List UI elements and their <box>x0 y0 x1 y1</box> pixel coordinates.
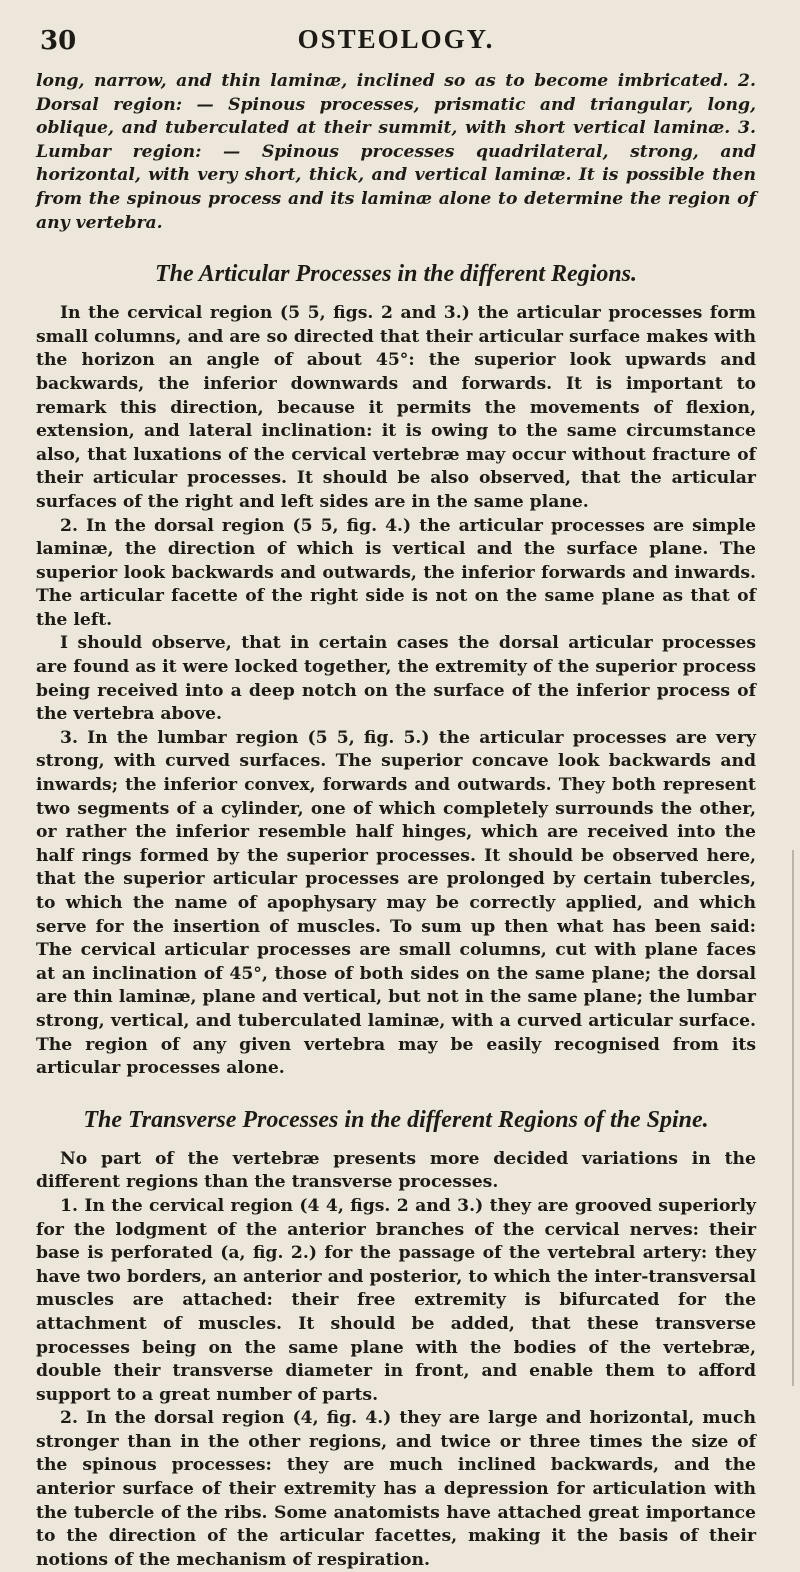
paragraph-cervical-transverse: 1. In the cervical region (4 4, figs. 2 and 3.) they are grooved superiorly for the lodgment of the anterior branches of the cervical nerves: their base is perforated (a, fig. 2.) for the passage of the vertebral artery: they have two borders, an anterior and posterior, to which the inter-transversal muscles are attached: their free extremity is bifurcated for the attachment of muscles. It should be added, that these transverse processes being on the same plane with the bodies of the vertebræ, double their transverse diameter in front, and enable them to afford support to a great number of parts. <box>36 1195 756 1405</box>
page-number: 30 <box>40 26 77 56</box>
running-title: OSTEOLOGY. <box>297 24 495 54</box>
paragraph-transverse-intro: No part of the vertebræ presents more decided variations in the different regions than the transverse processes. <box>36 1148 756 1193</box>
heading-transverse-processes: The Transverse Processes in the different Regions of the Spine. <box>83 1106 709 1133</box>
paragraph-dorsal-articular: 2. In the dorsal region (5 5, fig. 4.) the articular processes are simple laminæ, the direction of which is vertical and the surface plane. The superior look backwards and outwards, the inferior forwards and inwards. The articular facette of the right side is not on the same plane as that of the left. <box>36 515 756 630</box>
page-edge-shadow <box>792 850 794 1386</box>
paragraph-lumbar-articular: 3. In the lumbar region (5 5, fig. 5.) the articular processes are very strong, with curved surfaces. The superior concave look backwards and inwards; the inferior convex, forwards and outwards. They both represent two segments of a cylinder, one of which completely surrounds the other, or rather the inferior resemble half hinges, which are received into the half rings formed by the superior processes. It should be observed here, that the superior articular processes are prolonged by certain tubercles, to which the name of apophysary may be correctly applied, and which serve for the insertion of muscles. To sum up then what has been said: The cervical articular processes are small columns, cut with plane faces at an inclination of 45°, those of both sides on the same plane; the dorsal are thin laminæ, plane and vertical, but not in the same plane; the lumbar strong, vertical, and tuberculated laminæ, with a curved articular surface. The region of any given vertebra may be easily recognised from its articular processes alone. <box>36 727 756 1079</box>
paragraph-dorsal-transverse: 2. In the dorsal region (4, fig. 4.) they are large and horizontal, much stronger than in the other regions, and twice or three times the size of the spinous processes: they are much inclined backwards, and the anterior surface of their extremity has a depression for articulation with the tubercle of the ribs. Some anatomists have attached great importance to the direction of the articular facettes, making it the basis of their notions of the mechanism of respiration. <box>36 1408 756 1570</box>
paragraph-cervical-articular: In the cervical region (5 5, figs. 2 and 3.) the articular processes form small columns, and are so directed that their articular surface makes with the horizon an angle of about 45°: the superior look upwards and backwards, the inferior downwards and forwards. It is important to remark this direction, because it permits the movements of flexion, extension, and lateral inclination: it is owing to the same circumstance also, that luxations of the cervical vertebræ may occur without fracture of their articular processes. It should be also observed, that the articular surfaces of the right and left sides are in the same plane. <box>36 303 756 512</box>
paragraph-spinous-summary: long, narrow, and thin laminæ, inclined so as to become imbricated. 2. Dorsal region: — Spinous processes, prismatic and triangular, long, oblique, and tuberculated at their summit, with short vertical laminæ. 3. Lumbar region: — Spinous processes quadrilateral, strong, and horizontal, with very short, thick, and vertical laminæ. It is possible then from the spinous process and its laminæ alone to determine the region of any vertebra. <box>36 71 756 233</box>
paragraph-locked-processes: I should observe, that in certain cases the dorsal articular processes are found as it were locked together, the extremity of the superior process being received into a deep notch on the surface of the inferior process of the vertebra above. <box>36 633 756 725</box>
heading-articular-processes: The Articular Processes in the different Regions. <box>154 261 637 288</box>
page-header <box>36 22 756 70</box>
